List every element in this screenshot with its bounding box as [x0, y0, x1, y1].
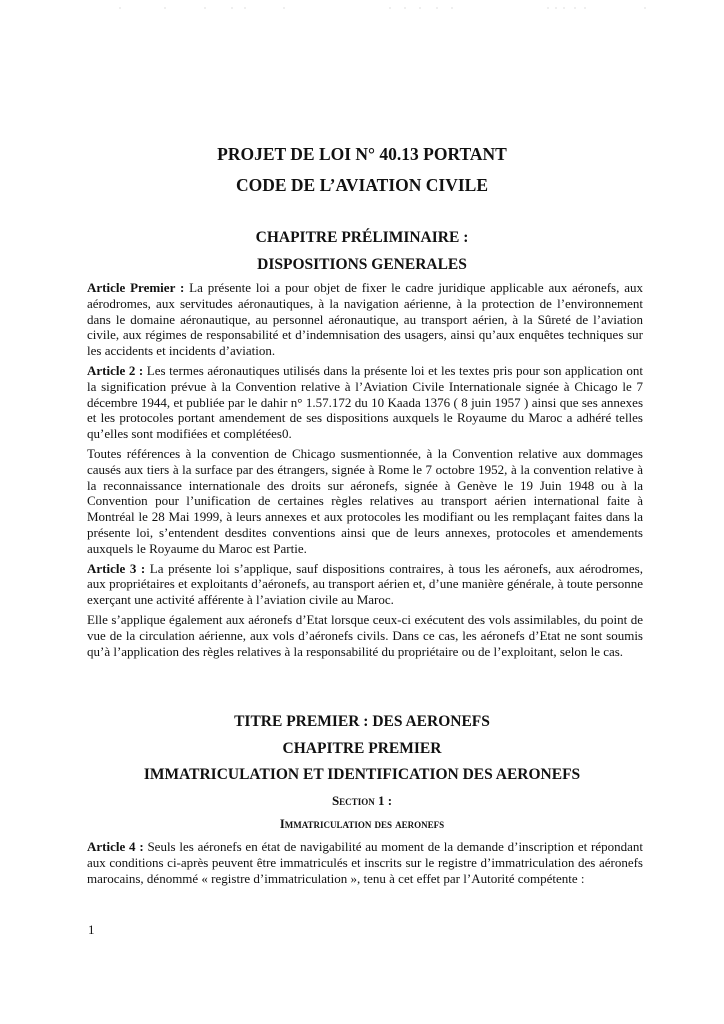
titre-premier-heading: TITRE PREMIER : DES AERONEFS — [234, 713, 490, 730]
document-title-line2: CODE DE L’AVIATION CIVILE — [235, 175, 489, 195]
article-3-paragraph-2: Elle s’applique également aux aéronefs d’Etat lorsque ceux-ci exécutent des vols assimilables, du point de vue de la circulation aérienne, aux vols d’aéronefs civils. Dans ce cas, les aéronefs d’Etat ne sont soumis qu’à l’application des règles relatives à la responsabilité du propriétaire ou de l’exploitant, selon le cas. — [87, 611, 643, 659]
article-1-label: Article Premier : — [87, 280, 185, 295]
preliminary-articles — [87, 280, 643, 663]
article-3 — [87, 561, 643, 608]
chapitre-premier-heading: CHAPITRE PREMIER — [282, 740, 442, 757]
article-4-text: Seuls les aéronefs en état de navigabilité au moment de la demande d’inscription et répondant aux conditions ci-après peuvent être immatriculés et inscrits sur le registre d’immatriculation des aéronefs marocains, dénommé « registre d’immatriculation », tenu à cet effet par l’Autorité compétente : — [87, 839, 643, 886]
article-1-text: La présente loi a pour objet de fixer le cadre juridique applicable aux aéronefs, aux aérodromes, aux servitudes aéronautiques, à la navigation aérienne, à la protection de l’environnement dans le domaine aéronautique, au personnel aéronautique, au transport aérien, à la Sûreté de l’aviation civile, aux régimes de responsabilité et d’indemnisation des usagers, ainsi qu’aux enquêtes techniques sur les accidents et incidents d’aviation. — [87, 280, 643, 359]
dispositions-generales-heading: DISPOSITIONS GENERALES — [257, 256, 467, 273]
document-title-line1: PROJET DE LOI N° 40.13 PORTANT — [217, 144, 507, 164]
page-number: 1 — [88, 922, 95, 937]
section-1-title: Immatriculation des aeronefs — [279, 817, 445, 831]
article-2-text: Les termes aéronautiques utilisés dans la présente loi et les textes pris pour son application ont la signification prévue à la Convention relative à l’Aviation Civile Internationale signée à Chicago le 7 décembre 1944, et publiée par le dahir n° 1.57.172 du 10 Kaada 1376 ( 8 juin 1957 ) ainsi que ses annexes et les protocoles portant amendement de ses dispositions auxquels le Royaume du Maroc a adhéré telles qu’elles sont modifiées et complétées0. — [87, 362, 643, 442]
article-3-label: Article 3 : — [87, 560, 146, 576]
article-2 — [87, 363, 643, 442]
article-1 — [87, 280, 643, 359]
article-4 — [87, 839, 643, 886]
section-1-heading: Section 1 : — [331, 793, 393, 808]
immatriculation-heading: IMMATRICULATION ET IDENTIFICATION DES AERONEFS — [143, 766, 581, 783]
article-2-paragraph-2: Toutes références à la convention de Chicago susmentionnée, à la Convention relative aux dommages causés aux tiers à la surface par des étrangers, signée à Rome le 7 octobre 1952, à la convention relative à la reconnaissance internationale des droits sur aéronefs, signée à Genève le 19 Juin 1948 ou à la Convention pour l’unification de certaines règles relatives au transport aérien international faite à Montréal le 28 Mai 1999, à leurs annexes et aux protocoles les modifiant ou les remplaçant faites dans la présente loi, s’entendent desdites conventions ainsi que de leurs annexes, protocoles et amendements auxquels le Royaume du Maroc est Partie. — [87, 445, 643, 556]
article-4-label: Article 4 : — [87, 839, 144, 854]
article-3-text: La présente loi s’applique, sauf dispositions contraires, à tous les aéronefs, aux aérodromes, aux propriétaires et exploitants d’aéronefs, au transport aérien et, d’une manière générale, à toute personne exerçant une activité afférente à l’aviation civile au Maroc. — [87, 560, 643, 608]
article-2-label: Article 2 : — [87, 362, 144, 378]
scan-artifact-dots — [0, 6, 724, 10]
article-4-block — [87, 839, 643, 890]
chapter-preliminaire-heading: CHAPITRE PRÉLIMINAIRE : — [255, 229, 469, 246]
